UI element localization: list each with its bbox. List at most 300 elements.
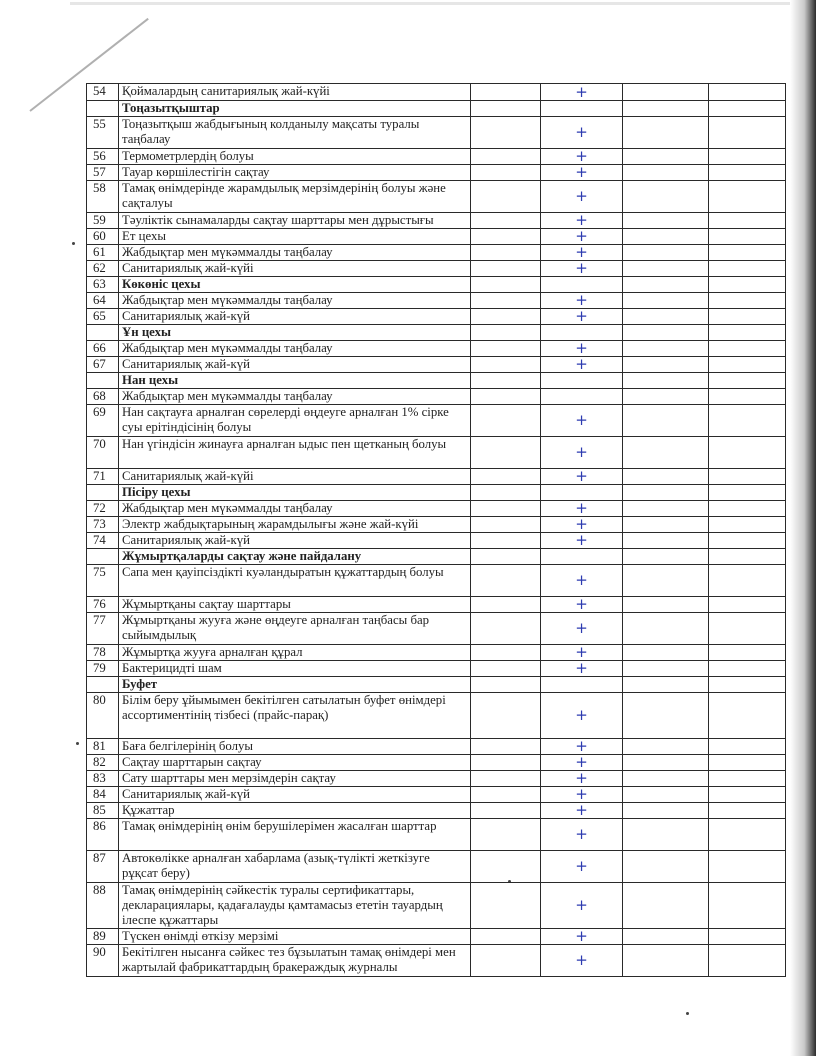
empty-cell bbox=[471, 677, 541, 693]
check-mark-cell bbox=[541, 101, 623, 117]
empty-cell bbox=[471, 613, 541, 645]
check-mark-cell: + bbox=[541, 819, 623, 851]
row-number: 77 bbox=[87, 613, 119, 645]
empty-cell bbox=[471, 819, 541, 851]
row-number: 78 bbox=[87, 645, 119, 661]
check-mark-cell: + bbox=[541, 213, 623, 229]
empty-cell bbox=[471, 437, 541, 469]
row-criterion: Тауар көршілестігін сақтау bbox=[119, 165, 471, 181]
row-number bbox=[87, 373, 119, 389]
empty-cell bbox=[709, 357, 786, 373]
empty-cell bbox=[623, 803, 709, 819]
empty-cell bbox=[623, 771, 709, 787]
row-criterion: Санитариялық жай-күй bbox=[119, 309, 471, 325]
row-number bbox=[87, 325, 119, 341]
row-number: 83 bbox=[87, 771, 119, 787]
empty-cell bbox=[623, 851, 709, 883]
empty-cell bbox=[623, 469, 709, 485]
empty-cell bbox=[471, 929, 541, 945]
empty-cell bbox=[709, 149, 786, 165]
row-criterion: Жабдықтар мен мүкәммалды таңбалау bbox=[119, 293, 471, 309]
empty-cell bbox=[623, 739, 709, 755]
empty-cell bbox=[623, 325, 709, 341]
empty-cell bbox=[623, 357, 709, 373]
empty-cell bbox=[471, 549, 541, 565]
empty-cell bbox=[471, 485, 541, 501]
empty-cell bbox=[623, 945, 709, 977]
empty-cell bbox=[709, 485, 786, 501]
empty-cell bbox=[471, 293, 541, 309]
checklist-table bbox=[86, 83, 786, 977]
table-row bbox=[87, 165, 786, 181]
empty-cell bbox=[709, 325, 786, 341]
check-mark-cell: + bbox=[541, 165, 623, 181]
empty-cell bbox=[471, 261, 541, 277]
check-mark-cell: + bbox=[541, 117, 623, 149]
empty-cell bbox=[623, 597, 709, 613]
check-mark-cell: + bbox=[541, 84, 623, 101]
section-title: Жұмыртқаларды сақтау және пайдалану bbox=[119, 549, 471, 565]
empty-cell bbox=[709, 803, 786, 819]
empty-cell bbox=[623, 549, 709, 565]
row-criterion: Термометрлердің болуы bbox=[119, 149, 471, 165]
row-number: 68 bbox=[87, 389, 119, 405]
row-number: 64 bbox=[87, 293, 119, 309]
empty-cell bbox=[709, 771, 786, 787]
check-mark-cell: + bbox=[541, 565, 623, 597]
empty-cell bbox=[623, 677, 709, 693]
empty-cell bbox=[623, 293, 709, 309]
empty-cell bbox=[471, 787, 541, 803]
check-mark-cell: + bbox=[541, 181, 623, 213]
row-number: 81 bbox=[87, 739, 119, 755]
table-row bbox=[87, 945, 786, 977]
empty-cell bbox=[471, 645, 541, 661]
row-number: 62 bbox=[87, 261, 119, 277]
empty-cell bbox=[709, 851, 786, 883]
table-row bbox=[87, 533, 786, 549]
empty-cell bbox=[709, 787, 786, 803]
check-mark-cell: + bbox=[541, 533, 623, 549]
scan-speck bbox=[76, 742, 79, 745]
row-number: 66 bbox=[87, 341, 119, 357]
section-header-row bbox=[87, 277, 786, 293]
empty-cell bbox=[471, 84, 541, 101]
scan-speck bbox=[686, 1012, 689, 1015]
row-number bbox=[87, 549, 119, 565]
row-number: 60 bbox=[87, 229, 119, 245]
row-number: 75 bbox=[87, 565, 119, 597]
empty-cell bbox=[471, 181, 541, 213]
section-title: Нан цехы bbox=[119, 373, 471, 389]
row-criterion: Санитариялық жай-күй bbox=[119, 533, 471, 549]
row-number: 67 bbox=[87, 357, 119, 373]
check-mark-cell: + bbox=[541, 597, 623, 613]
empty-cell bbox=[623, 819, 709, 851]
empty-cell bbox=[709, 84, 786, 101]
empty-cell bbox=[471, 851, 541, 883]
empty-cell bbox=[623, 149, 709, 165]
empty-cell bbox=[471, 565, 541, 597]
row-criterion: Санитариялық жай-күйі bbox=[119, 261, 471, 277]
row-criterion: Электр жабдықтарының жарамдылығы және жай-күйі bbox=[119, 517, 471, 533]
table-row bbox=[87, 341, 786, 357]
empty-cell bbox=[709, 405, 786, 437]
row-number: 76 bbox=[87, 597, 119, 613]
table-row bbox=[87, 661, 786, 677]
check-mark-cell: + bbox=[541, 755, 623, 771]
empty-cell bbox=[623, 929, 709, 945]
check-mark-cell: + bbox=[541, 739, 623, 755]
check-mark-cell: + bbox=[541, 851, 623, 883]
table-row bbox=[87, 517, 786, 533]
section-header-row bbox=[87, 485, 786, 501]
check-mark-cell: + bbox=[541, 469, 623, 485]
row-criterion: Жұмыртқаны сақтау шарттары bbox=[119, 597, 471, 613]
table-row bbox=[87, 613, 786, 645]
table-row bbox=[87, 693, 786, 739]
check-mark-cell: + bbox=[541, 693, 623, 739]
check-mark-cell: + bbox=[541, 229, 623, 245]
table-row bbox=[87, 501, 786, 517]
section-header-row bbox=[87, 677, 786, 693]
row-criterion: Сақтау шарттарын сақтау bbox=[119, 755, 471, 771]
row-number: 71 bbox=[87, 469, 119, 485]
empty-cell bbox=[709, 677, 786, 693]
empty-cell bbox=[471, 501, 541, 517]
row-criterion: Құжаттар bbox=[119, 803, 471, 819]
table-row bbox=[87, 437, 786, 469]
check-mark-cell: + bbox=[541, 945, 623, 977]
empty-cell bbox=[471, 229, 541, 245]
empty-cell bbox=[709, 341, 786, 357]
empty-cell bbox=[623, 883, 709, 929]
check-mark-cell: + bbox=[541, 309, 623, 325]
empty-cell bbox=[709, 213, 786, 229]
section-title: Ұн цехы bbox=[119, 325, 471, 341]
row-criterion: Тәуліктік сынамаларды сақтау шарттары мен дұрыстығы bbox=[119, 213, 471, 229]
scan-right-edge bbox=[790, 0, 816, 1056]
row-number bbox=[87, 101, 119, 117]
empty-cell bbox=[471, 517, 541, 533]
empty-cell bbox=[623, 613, 709, 645]
empty-cell bbox=[709, 661, 786, 677]
empty-cell bbox=[709, 517, 786, 533]
table-row bbox=[87, 181, 786, 213]
check-mark-cell: + bbox=[541, 437, 623, 469]
check-mark-cell: + bbox=[541, 293, 623, 309]
section-header-row bbox=[87, 101, 786, 117]
empty-cell bbox=[623, 229, 709, 245]
section-title: Буфет bbox=[119, 677, 471, 693]
empty-cell bbox=[471, 803, 541, 819]
empty-cell bbox=[709, 261, 786, 277]
row-criterion: Сапа мен қауіпсіздікті куәландыратын құжаттардың болуы bbox=[119, 565, 471, 597]
row-number: 57 bbox=[87, 165, 119, 181]
empty-cell bbox=[709, 293, 786, 309]
row-number: 59 bbox=[87, 213, 119, 229]
empty-cell bbox=[623, 787, 709, 803]
check-mark-cell: + bbox=[541, 517, 623, 533]
empty-cell bbox=[623, 517, 709, 533]
empty-cell bbox=[623, 755, 709, 771]
section-title: Тоңазытқыштар bbox=[119, 101, 471, 117]
row-criterion: Қоймалардың санитариялық жай-күйі bbox=[119, 84, 471, 101]
row-number: 89 bbox=[87, 929, 119, 945]
empty-cell bbox=[471, 469, 541, 485]
empty-cell bbox=[623, 533, 709, 549]
row-criterion: Тамақ өнімдерінде жарамдылық мерзімдерінің болуы және сақталуы bbox=[119, 181, 471, 213]
empty-cell bbox=[709, 469, 786, 485]
check-mark-cell: + bbox=[541, 803, 623, 819]
empty-cell bbox=[623, 693, 709, 739]
table-row bbox=[87, 245, 786, 261]
row-criterion: Жабдықтар мен мүкәммалды таңбалау bbox=[119, 389, 471, 405]
table-row bbox=[87, 357, 786, 373]
row-criterion: Жабдықтар мен мүкәммалды таңбалау bbox=[119, 341, 471, 357]
table-row bbox=[87, 309, 786, 325]
table-row bbox=[87, 229, 786, 245]
row-criterion: Нан үгіндісін жинауға арналған ыдыс пен щетканың болуы bbox=[119, 437, 471, 469]
empty-cell bbox=[471, 661, 541, 677]
empty-cell bbox=[623, 117, 709, 149]
check-mark-cell: + bbox=[541, 501, 623, 517]
check-mark-cell: + bbox=[541, 929, 623, 945]
empty-cell bbox=[471, 149, 541, 165]
empty-cell bbox=[623, 389, 709, 405]
empty-cell bbox=[471, 245, 541, 261]
row-number bbox=[87, 485, 119, 501]
row-number: 54 bbox=[87, 84, 119, 101]
scan-top-edge bbox=[70, 2, 790, 5]
row-number: 87 bbox=[87, 851, 119, 883]
section-header-row bbox=[87, 549, 786, 565]
row-number: 82 bbox=[87, 755, 119, 771]
empty-cell bbox=[709, 101, 786, 117]
check-mark-cell bbox=[541, 373, 623, 389]
check-mark-cell: + bbox=[541, 341, 623, 357]
empty-cell bbox=[471, 341, 541, 357]
empty-cell bbox=[709, 613, 786, 645]
row-criterion: Тамақ өнімдерінің өнім берушілерімен жасалған шарттар bbox=[119, 819, 471, 851]
row-number: 63 bbox=[87, 277, 119, 293]
section-header-row bbox=[87, 373, 786, 389]
empty-cell bbox=[709, 437, 786, 469]
table-row bbox=[87, 787, 786, 803]
row-number: 85 bbox=[87, 803, 119, 819]
table-row bbox=[87, 149, 786, 165]
empty-cell bbox=[623, 565, 709, 597]
row-criterion: Бекітілген нысанға сәйкес тез бұзылатын тамақ өнімдері мен жартылай фабрикаттардың бракераждық журналы bbox=[119, 945, 471, 977]
table-row bbox=[87, 293, 786, 309]
check-mark-cell: + bbox=[541, 787, 623, 803]
table-row bbox=[87, 389, 786, 405]
checklist-body bbox=[87, 84, 786, 977]
row-number: 74 bbox=[87, 533, 119, 549]
empty-cell bbox=[709, 565, 786, 597]
row-number: 69 bbox=[87, 405, 119, 437]
check-mark-cell: + bbox=[541, 661, 623, 677]
table-row bbox=[87, 565, 786, 597]
empty-cell bbox=[471, 597, 541, 613]
row-number: 58 bbox=[87, 181, 119, 213]
table-row bbox=[87, 213, 786, 229]
row-criterion: Санитариялық жай-күй bbox=[119, 357, 471, 373]
empty-cell bbox=[623, 165, 709, 181]
empty-cell bbox=[623, 405, 709, 437]
empty-cell bbox=[471, 373, 541, 389]
empty-cell bbox=[471, 117, 541, 149]
empty-cell bbox=[709, 819, 786, 851]
empty-cell bbox=[709, 245, 786, 261]
table-row bbox=[87, 755, 786, 771]
empty-cell bbox=[623, 501, 709, 517]
row-number: 86 bbox=[87, 819, 119, 851]
empty-cell bbox=[709, 309, 786, 325]
row-number: 56 bbox=[87, 149, 119, 165]
row-criterion: Автокөлікке арналған хабарлама (азық-түлікті жеткізуге рұқсат беру) bbox=[119, 851, 471, 883]
row-criterion: Жұмыртқа жууға арналған құрал bbox=[119, 645, 471, 661]
empty-cell bbox=[471, 883, 541, 929]
empty-cell bbox=[471, 389, 541, 405]
table-row bbox=[87, 261, 786, 277]
table-row bbox=[87, 645, 786, 661]
empty-cell bbox=[623, 661, 709, 677]
empty-cell bbox=[623, 485, 709, 501]
empty-cell bbox=[471, 771, 541, 787]
table-row bbox=[87, 597, 786, 613]
empty-cell bbox=[471, 755, 541, 771]
check-mark-cell: + bbox=[541, 405, 623, 437]
empty-cell bbox=[471, 309, 541, 325]
empty-cell bbox=[623, 261, 709, 277]
empty-cell bbox=[709, 929, 786, 945]
table-row bbox=[87, 739, 786, 755]
row-criterion: Бактерицидті шам bbox=[119, 661, 471, 677]
empty-cell bbox=[623, 84, 709, 101]
empty-cell bbox=[471, 739, 541, 755]
empty-cell bbox=[471, 325, 541, 341]
empty-cell bbox=[623, 309, 709, 325]
empty-cell bbox=[709, 755, 786, 771]
row-number bbox=[87, 677, 119, 693]
empty-cell bbox=[623, 373, 709, 389]
empty-cell bbox=[709, 501, 786, 517]
empty-cell bbox=[709, 549, 786, 565]
empty-cell bbox=[623, 101, 709, 117]
check-mark-cell: + bbox=[541, 645, 623, 661]
table-row bbox=[87, 883, 786, 929]
empty-cell bbox=[623, 181, 709, 213]
empty-cell bbox=[471, 213, 541, 229]
row-criterion: Түскен өнімді өткізу мерзімі bbox=[119, 929, 471, 945]
empty-cell bbox=[709, 597, 786, 613]
empty-cell bbox=[709, 117, 786, 149]
empty-cell bbox=[471, 101, 541, 117]
row-criterion: Жабдықтар мен мүкәммалды таңбалау bbox=[119, 501, 471, 517]
empty-cell bbox=[709, 229, 786, 245]
empty-cell bbox=[709, 883, 786, 929]
check-mark-cell bbox=[541, 677, 623, 693]
row-criterion: Тамақ өнімдерінің сәйкестік туралы сертификаттары, декларациялары, қадағалауды қамтамасыз ететін тауардың ілеспе құжаттары bbox=[119, 883, 471, 929]
section-header-row bbox=[87, 325, 786, 341]
empty-cell bbox=[471, 533, 541, 549]
empty-cell bbox=[471, 945, 541, 977]
table-row bbox=[87, 819, 786, 851]
row-criterion: Баға белгілерінің болуы bbox=[119, 739, 471, 755]
row-number: 80 bbox=[87, 693, 119, 739]
check-mark-cell: + bbox=[541, 613, 623, 645]
check-mark-cell: + bbox=[541, 245, 623, 261]
row-criterion: Санитариялық жай-күйі bbox=[119, 469, 471, 485]
empty-cell bbox=[709, 165, 786, 181]
empty-cell bbox=[623, 341, 709, 357]
section-title: Көкөніс цехы bbox=[119, 277, 471, 293]
row-criterion: Жабдықтар мен мүкәммалды таңбалау bbox=[119, 245, 471, 261]
row-number: 90 bbox=[87, 945, 119, 977]
empty-cell bbox=[709, 739, 786, 755]
row-number: 65 bbox=[87, 309, 119, 325]
empty-cell bbox=[709, 945, 786, 977]
row-criterion: Білім беру ұйымымен бекітілген сатылатын буфет өнімдері ассортиментінің тізбесі (прайс-парақ) bbox=[119, 693, 471, 739]
empty-cell bbox=[709, 373, 786, 389]
empty-cell bbox=[709, 181, 786, 213]
table-row bbox=[87, 803, 786, 819]
row-criterion: Тоңазытқыш жабдығының колданылу мақсаты туралы таңбалау bbox=[119, 117, 471, 149]
table-row bbox=[87, 469, 786, 485]
check-mark-cell: + bbox=[541, 149, 623, 165]
row-number: 72 bbox=[87, 501, 119, 517]
row-criterion: Сату шарттары мен мерзімдерін сақтау bbox=[119, 771, 471, 787]
empty-cell bbox=[471, 165, 541, 181]
row-number: 61 bbox=[87, 245, 119, 261]
check-mark-cell: + bbox=[541, 357, 623, 373]
empty-cell bbox=[623, 437, 709, 469]
empty-cell bbox=[623, 213, 709, 229]
empty-cell bbox=[709, 645, 786, 661]
row-criterion: Жұмыртқаны жууға және өңдеуге арналған таңбасы бар сыйымдылық bbox=[119, 613, 471, 645]
section-title: Пісіру цехы bbox=[119, 485, 471, 501]
row-criterion: Нан сақтауға арналған сөрелерді өңдеуге арналған 1% сірке суы ерітіндісінің болуы bbox=[119, 405, 471, 437]
empty-cell bbox=[623, 277, 709, 293]
empty-cell bbox=[709, 389, 786, 405]
check-mark-cell: + bbox=[541, 771, 623, 787]
check-mark-cell bbox=[541, 549, 623, 565]
row-number: 88 bbox=[87, 883, 119, 929]
scan-speck bbox=[72, 242, 75, 245]
empty-cell bbox=[709, 693, 786, 739]
table-row bbox=[87, 851, 786, 883]
row-number: 70 bbox=[87, 437, 119, 469]
table-row bbox=[87, 84, 786, 101]
empty-cell bbox=[623, 245, 709, 261]
check-mark-cell bbox=[541, 389, 623, 405]
empty-cell bbox=[623, 645, 709, 661]
empty-cell bbox=[709, 533, 786, 549]
table-row bbox=[87, 929, 786, 945]
check-mark-cell: + bbox=[541, 883, 623, 929]
row-criterion: Ет цехы bbox=[119, 229, 471, 245]
row-number: 55 bbox=[87, 117, 119, 149]
empty-cell bbox=[471, 405, 541, 437]
check-mark-cell: + bbox=[541, 261, 623, 277]
empty-cell bbox=[709, 277, 786, 293]
empty-cell bbox=[471, 693, 541, 739]
table-row bbox=[87, 117, 786, 149]
table-row bbox=[87, 771, 786, 787]
row-number: 79 bbox=[87, 661, 119, 677]
empty-cell bbox=[471, 357, 541, 373]
